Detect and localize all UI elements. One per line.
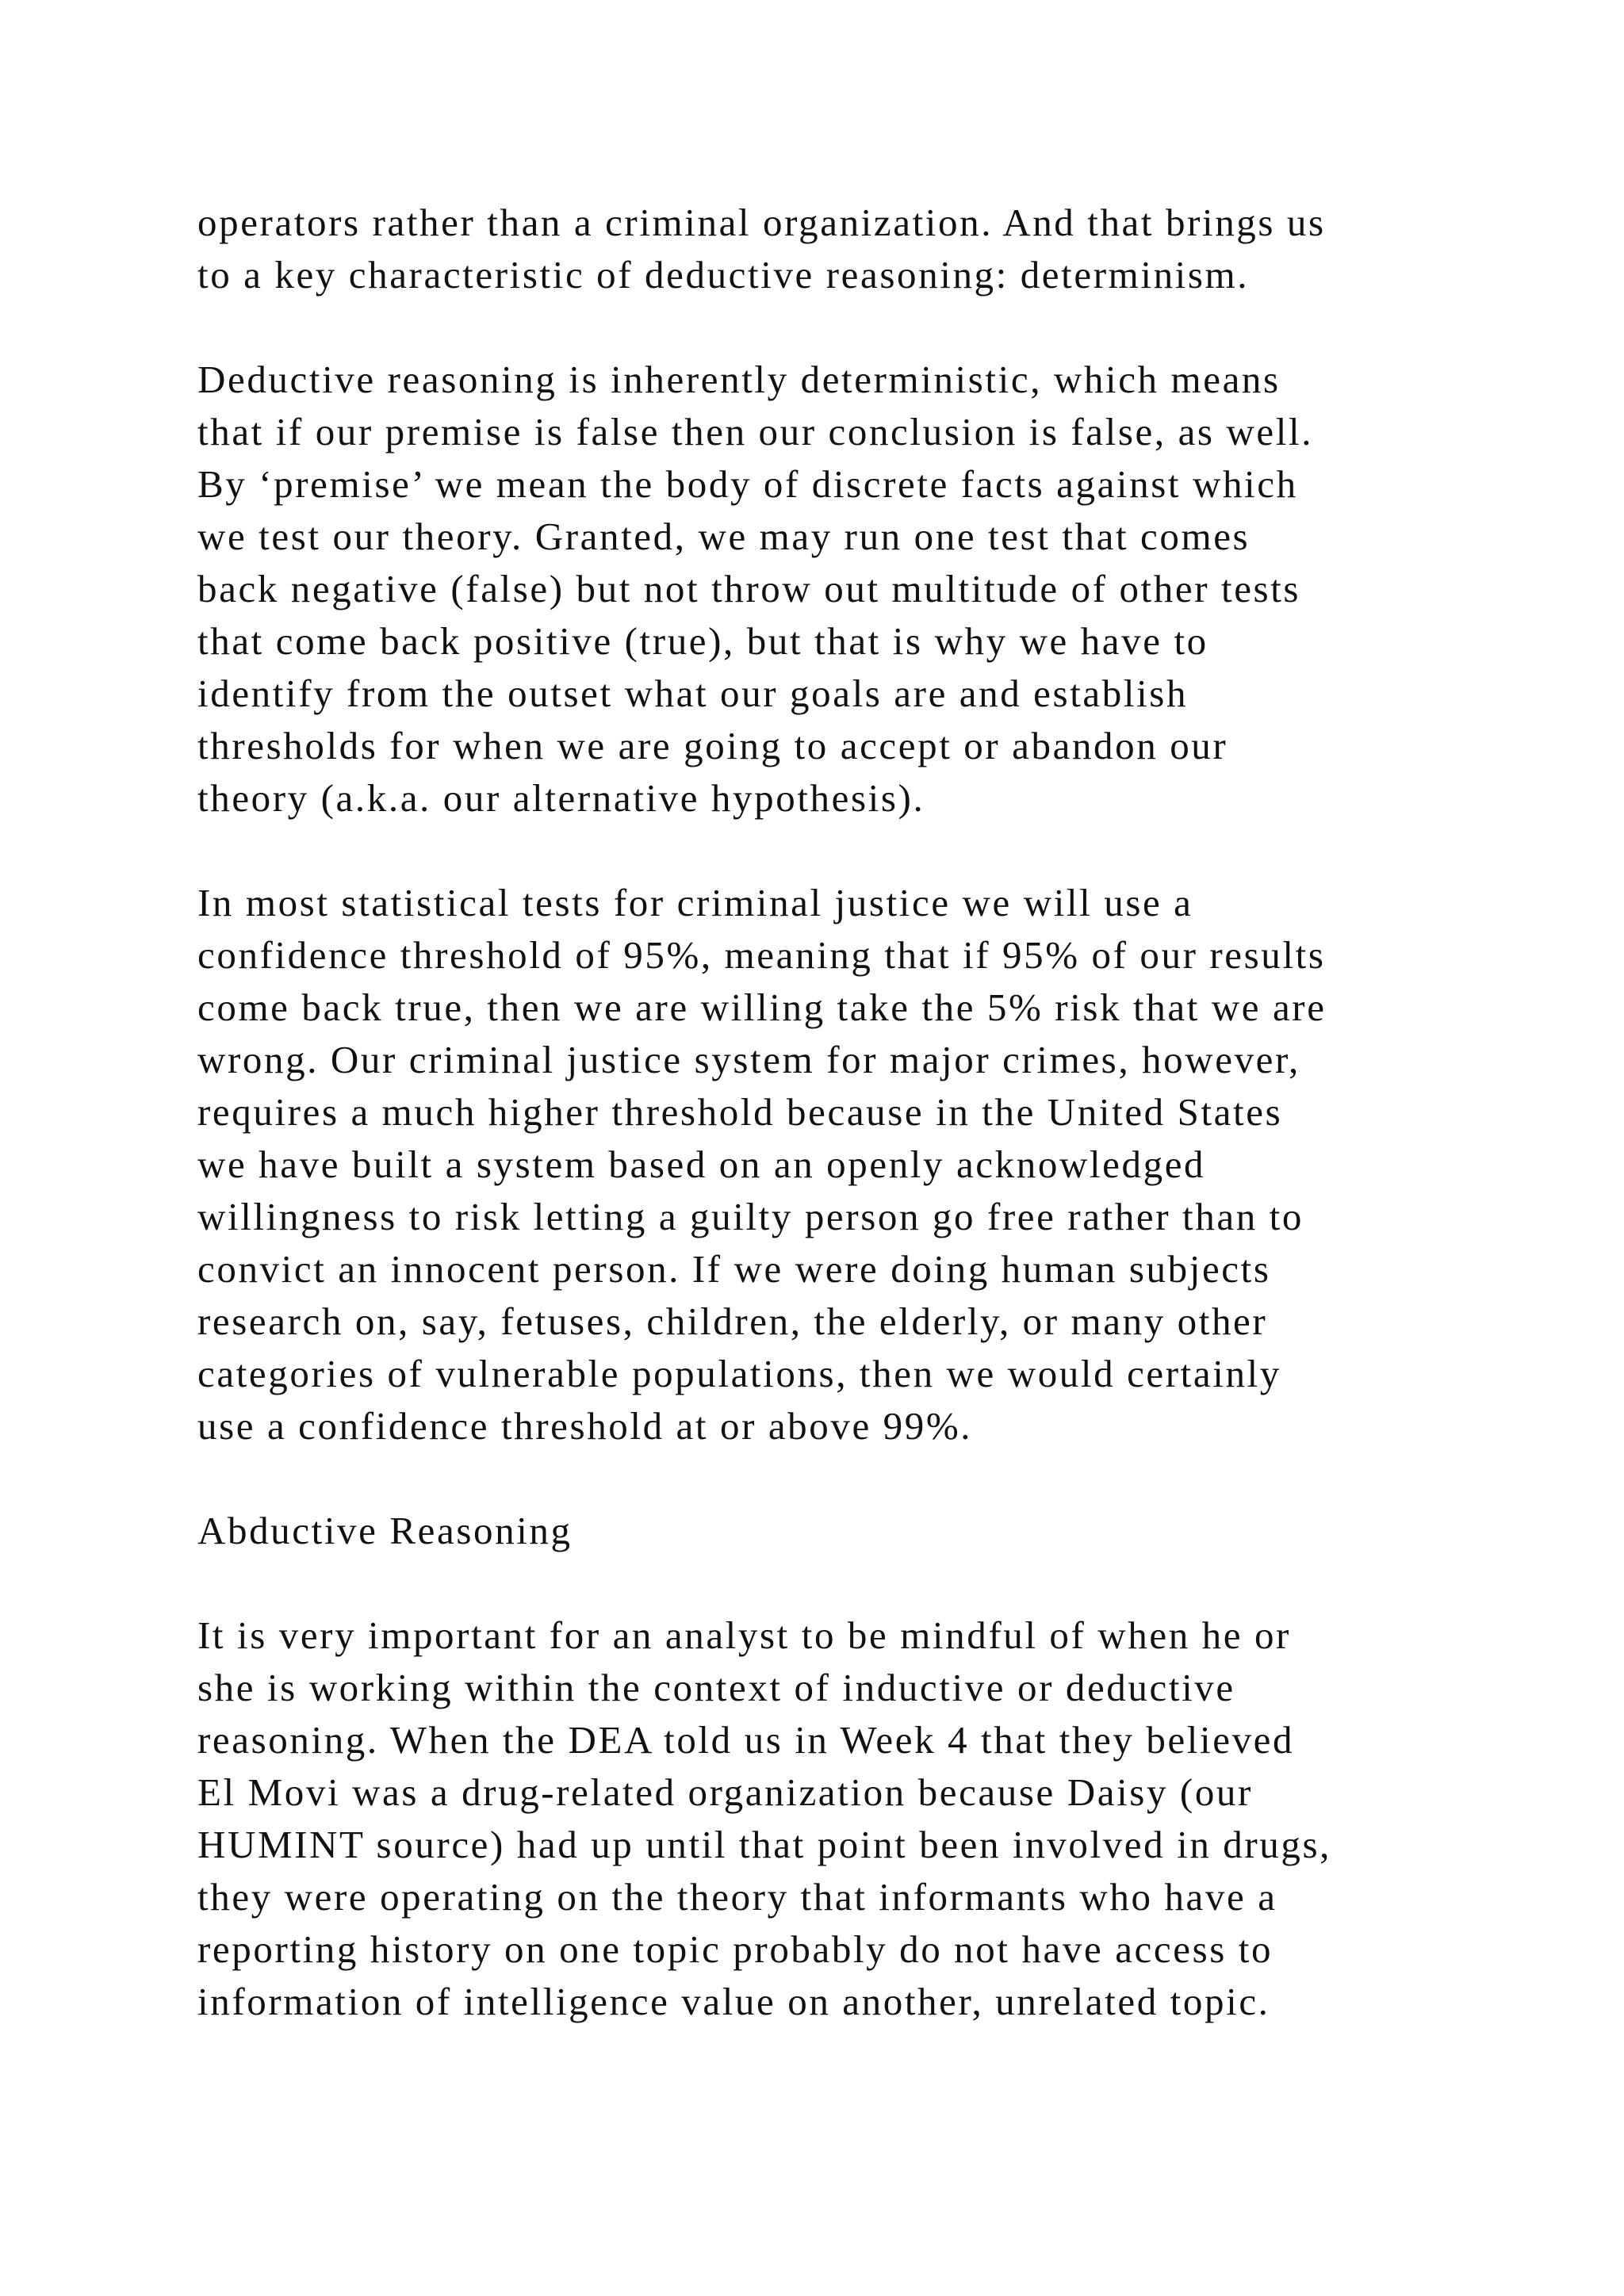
- text-line: requires a much higher threshold because in the United States: [197, 1090, 1283, 1134]
- text-line: they were operating on the theory that informants who have a: [197, 1875, 1277, 1919]
- text-line: In most statistical tests for criminal justice we will use a: [197, 881, 1193, 924]
- paragraph-analyst-mindful: [197, 1609, 1545, 2028]
- text-line: willingness to risk letting a guilty person go free rather than to: [197, 1195, 1304, 1238]
- text-line: that if our premise is false then our conclusion is false, as well.: [197, 410, 1314, 453]
- text-line: come back true, then we are willing take the 5% risk that we are: [197, 985, 1327, 1029]
- text-line: we test our theory. Granted, we may run one test that comes: [197, 515, 1251, 558]
- text-line: research on, say, fetuses, children, the elderly, or many other: [197, 1299, 1268, 1343]
- text-line: identify from the outset what our goals are and establish: [197, 672, 1189, 715]
- text-line: By ‘premise’ we mean the body of discrete facts against which: [197, 462, 1298, 506]
- text-line: HUMINT source) had up until that point been involved in drugs,: [197, 1823, 1332, 1866]
- text-line: use a confidence threshold at or above 99%.: [197, 1404, 973, 1448]
- paragraph-spacer: [197, 1452, 1545, 1505]
- text-line: theory (a.k.a. our alternative hypothesis).: [197, 776, 925, 820]
- paragraph-spacer: [197, 301, 1545, 354]
- text-line: information of intelligence value on another, unrelated topic.: [197, 1980, 1270, 2023]
- text-line: wrong. Our criminal justice system for major crimes, however,: [197, 1038, 1300, 1081]
- paragraph-determinism-intro: [197, 197, 1545, 301]
- text-line: operators rather than a criminal organization. And that brings us: [197, 201, 1326, 244]
- text-line: reasoning. When the DEA told us in Week 4 that they believed: [197, 1718, 1295, 1762]
- text-line: confidence threshold of 95%, meaning that if 95% of our results: [197, 933, 1326, 977]
- text-line: El Movi was a drug-related organization because Daisy (our: [197, 1770, 1253, 1814]
- text-line: back negative (false) but not throw out multitude of other tests: [197, 567, 1301, 610]
- text-line: Deductive reasoning is inherently deterministic, which means: [197, 358, 1281, 401]
- text-line: she is working within the context of inductive or deductive: [197, 1666, 1235, 1709]
- paragraph-deductive-reasoning: [197, 354, 1545, 825]
- text-line: we have built a system based on an openly acknowledged: [197, 1142, 1206, 1186]
- text-line: reporting history on one topic probably do not have access to: [197, 1927, 1274, 1971]
- text-line: categories of vulnerable populations, then we would certainly: [197, 1352, 1281, 1395]
- text-line: convict an innocent person. If we were doing human subjects: [197, 1247, 1271, 1291]
- body-text: [197, 197, 1545, 2028]
- section-heading-abductive-reasoning: [197, 1505, 1545, 1557]
- text-line: to a key characteristic of deductive reasoning: determinism.: [197, 253, 1250, 297]
- text-line: thresholds for when we are going to accept or abandon our: [197, 724, 1228, 767]
- text-line: that come back positive (true), but that is why we have to: [197, 619, 1208, 663]
- paragraph-spacer: [197, 1557, 1545, 1609]
- paragraph-spacer: [197, 825, 1545, 877]
- section-heading: Abductive Reasoning: [197, 1509, 573, 1552]
- text-line: It is very important for an analyst to be mindful of when he or: [197, 1613, 1291, 1657]
- paragraph-confidence-threshold: [197, 877, 1545, 1452]
